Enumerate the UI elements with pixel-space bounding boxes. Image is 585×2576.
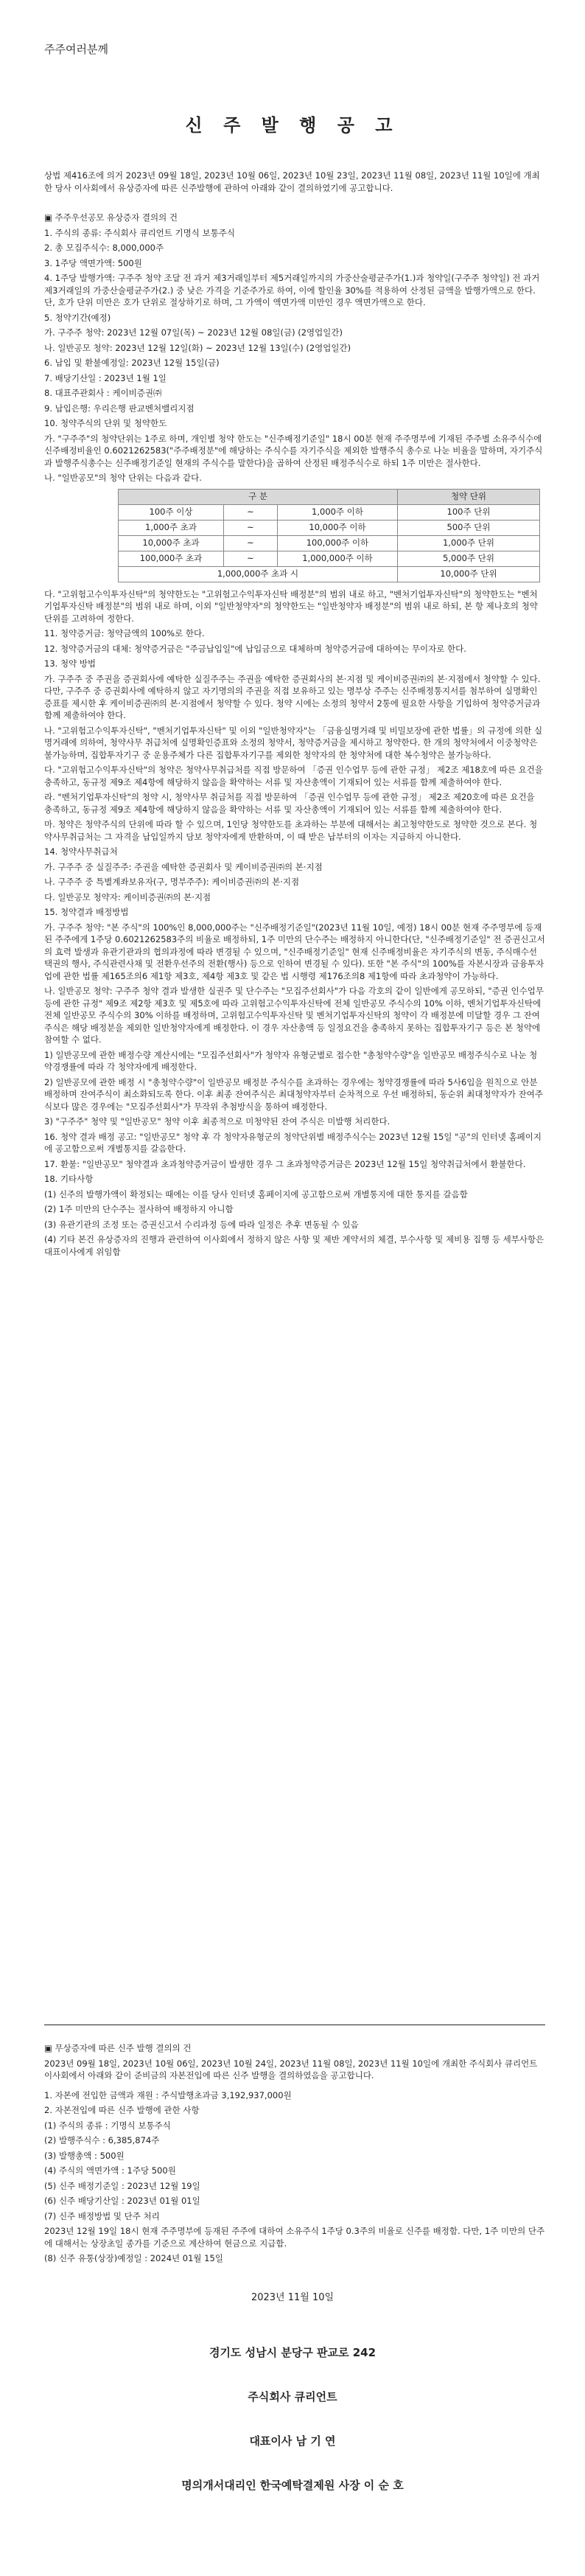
notice-line: (4) 기타 본건 유상증자의 진행과 관련하여 이사회에서 정하지 않은 사항 및 제반 계약서의 체결, 부수사항 및 제비용 집행 등 세부사항은 대표이사에게 위임함 [44,1234,547,1257]
table-cell: ~ [224,520,278,535]
table-cell: ~ [224,504,278,520]
notice-line: 1. 주식의 종류: 주식회사 큐리언트 기명식 보통주식 [44,227,235,238]
notice-line: 4. 1주당 발행가액: 구주주 청약 조달 전 과거 제3거래일부터 제5거래일까지의 가중산술평균주가(1.)과 청약일(구주주 청약일) 전 과거 제3거래일의 가중산술평균주가(2.) 중 낮은 가격을 기준주가로 하여, 이에 할인율 30%를 적용하여 산정된 금액을 발행가액으로 한다. 단, 호가 단위 미만은 호가 단위로 절상하기로 하며, 그 가액이 액면가액 미만인 경우 액면가액으로 한다. [44,273,542,307]
notice-line: (7) 신주 배정방법 및 단주 처리 [44,2210,160,2221]
notice-line: 17. 환불: "일반공모" 청약결과 초과청약증거금이 발생한 경우 그 초과청약증거금은 2023년 12월 15일 청약취급처에서 환불한다. [44,1158,526,1169]
notice-line: 15. 청약결과 배정방법 [44,907,129,917]
table-cell: 1,000주 초과 [119,520,224,535]
notice-line: 다. "고위험고수익투자신탁"의 청약한도는 "고위험고수익투자신탁 배정분"의 범위 내로 하고, "벤처기업투자신탁"의 청약한도는 "벤처기업투자신탁 배정분"의 범위 내로 하며, 이외 "일반청약자"의 청약한도는 "일반청약자 배정분"의 범위 내로 하되, 본 항 제나호의 청약단위를 고려하여 정한다. [44,588,538,624]
notice-line: 12. 청약증거금의 대체: 청약증거금은 "주금납입일"에 납입금으로 대체하며 청약증거금에 대하여는 무이자로 한다. [44,643,466,654]
notice-line: 2. 자본전입에 따른 신주 발행에 관한 사항 [44,2105,200,2115]
table-cell: 1,000,000주 초과 시 [119,566,398,582]
notice-line: 1) 일반공모에 관한 배정수량 계산시에는 "모집주선회사"가 청약자 유형군별로 접수한 "총청약수량"을 일반공모 배정주식수로 나눈 청약경쟁률에 따라 각 청약자에게 배정한다. [44,1049,538,1072]
notice-line: (5) 신주 배정기준일 : 2023년 12월 19일 [44,2180,200,2191]
notice-line: 가. 구주주 중 실질주주: 주권을 예탁한 증권회사 및 케이비증권㈜의 본·지점 [44,861,323,872]
notice-line: (3) 발행총액 : 500원 [44,2150,125,2161]
notice-line: 나. "일반공모"의 청약 단위는 다음과 같다. [44,473,202,483]
company-address: 경기도 성남시 분당구 판교로 242 [209,2346,376,2359]
table-row [119,535,540,551]
table-row [119,504,540,520]
notice-line: 다. 일반공모 청약자: 케이비증권㈜의 본·지점 [44,891,211,902]
notice-line: 나. 일반공모 청약: 구주주 청약 결과 발생한 실권주 및 단수주는 "모집주선회사"가 다음 각호의 같이 일반에게 공모하되, "증권 인수업무 등에 관한 규정" 제9조 제2항 제3호 및 제5호에 따라 고위험고수익투자신탁에 전체 일반공모 주식수의 10% 이하, 벤처기업투자신탁에 전체 일반공모 주식수의 30% 이하를 배정하며, 고위험고수익투자신탁 및 벤처기업투자신탁의 청약이 각 배정분에 미달할 경우 그 잔여주식은 해당 배정분을 제외한 일반청약자에게 배정한다. 이 경우 자산총액 등 일정요건을 충족하지 못하는 집합투자기구 등은 본 청약에 참여할 수 없다. [44,986,547,1045]
section2-body [44,2042,545,2268]
notice-body [44,170,545,1261]
company-name: 주식회사 큐리언트 [248,2390,337,2403]
table-cell: 1,000주 이하 [278,504,398,520]
table-row [119,520,540,535]
notice-line: 마. 청약은 청약주식의 단위에 따라 할 수 있으며, 1인당 청약한도를 초과하는 부분에 대해서는 최고청약한도로 청약한 것으로 본다. 청약사무취급처는 그 자격을 납입일까지 담보 청약자에게 반환하며, 이 때 받은 납부터의 이자는 지급하지 아니한다. [44,819,538,842]
notice-line: 11. 청약증거금: 청약금액의 100%로 한다. [44,628,205,638]
notice-line: 8. 대표주관회사 : 케이비증권㈜ [44,388,162,398]
notice-line: 2. 총 모집주식수: 8,000,000주 [44,243,164,253]
notice-line: 7. 배당기산일 : 2023년 1월 1일 [44,372,167,383]
notice-line: (3) 유관기관의 조정 또는 증권신고서 수리과정 등에 따라 일정은 추후 변동될 수 있음 [44,1219,359,1230]
section1-heading: ▣ 주주우선공모 유상증자 결의의 건 [44,212,178,223]
notice-line: 가. 구주주 청약: 2023년 12월 07일(목) ~ 2023년 12월 08일(금) (2영업일간) [44,327,343,338]
notice-line: 14. 청약사무취급처 [44,846,118,857]
notice-line: 9. 납입은행: 우리은행 판교벤처밸리지점 [44,403,195,414]
notice-line: 2023년 12월 19일 18시 현재 주주명부에 등재된 주주에 대하여 소유주식 1주당 0.3주의 비율로 신주를 배정함. 다만, 1주 미만의 단주에 대해서는 상장초일 종가를 기준으로 계산하여 현금으로 지급함. [44,2226,545,2249]
notice-line: (1) 주식의 종류 : 기명식 보통주식 [44,2120,171,2131]
section2-lines [44,2089,545,2265]
notice-line: (8) 신주 유통(상장)예정일 : 2024년 01월 15일 [44,2253,223,2263]
table-header-cell: 청약 단위 [398,489,540,504]
table-cell: ~ [224,551,278,566]
notice-line: 16. 청약 결과 배정 공고: "일반공모" 청약 후 각 청약자유형군의 청약단위별 배정주식수는 2023년 12월 15일 "공"의 인터넷 홈페이지에 공고함으로써 개별통지를 갈음한다. [44,1131,542,1154]
notice-line: (6) 신주 배당기산일 : 2023년 01월 01일 [44,2196,200,2206]
table-cell: 1,000주 단위 [398,535,540,551]
notice-line: 13. 청약 방법 [44,658,97,669]
notice-line: 3. 1주당 액면가액: 500원 [44,257,142,268]
notice-line: 나. 구주주 중 특별계좌보유자(구, 명부주주): 케이비증권㈜의 본·지점 [44,877,300,887]
section1-after-table [44,588,545,1259]
notice-line: 3) "구주주" 청약 및 "일반공모" 청약 이후 최종적으로 미청약된 잔여 주식은 미발행 처리한다. [44,1116,390,1127]
notice-line: 가. 구주주 중 주권을 증권회사에 예탁한 실질주주는 주권을 예탁한 증권회사의 본·지점 및 케이비증권㈜의 본·지점에서 청약할 수 있다. 다만, 구주주 중 증권회사에 예탁하지 않고 자기명의의 주권을 직접 보유하고 있는 명부상 주주는 신주배정통지서를 첨부하여 실명확인증표를 제시한 후 케이비증권㈜의 본·지점에서 청약할 수 있다. 청약 시에는 소정의 청약서 2통에 필요한 사항을 기입하여 청약증거금과 함께 제출하여야 한다. [44,673,544,720]
notice-date: 2023년 11월 10일 [251,2292,334,2303]
notice-line: 2) 일반공모에 관한 배정 시 "총청약수량"이 일반공모 배정분 주식수를 초과하는 경우에는 청약경쟁률에 따라 5사6입을 원칙으로 안분 배정하며 잔여주식이 최소화되도록 한다. 이후 최종 잔여주식은 최대청약자부터 순차적으로 우선 배정하되, 동순위 최대청약자가 잔여주식보다 많은 경우에는 "모집주선회사"가 무작위 추첨방식을 통하여 배정한다. [44,1076,543,1112]
section1-lines [44,227,545,484]
section2-intro: 2023년 09월 18일, 2023년 10월 06일, 2023년 10월 24일, 2023년 11월 08일, 2023년 11월 10일에 개최한 주식회사 큐리언트 이사회에서 아래와 같이 준비금의 자본전입에 따른 신주 발행을 결의하였음을 공고합니다. [44,2058,541,2081]
notice-line: 나. 일반공모 청약: 2023년 12월 12일(화) ~ 2023년 12월 13일(수) (2영업일간) [44,342,351,353]
table-cell: 1,000,000주 이하 [278,551,398,566]
table-header-row [119,489,540,504]
notice-line: 6. 납입 및 환불예정일: 2023년 12월 15일(금) [44,358,220,368]
table-row [119,551,540,566]
table-cell: 10,000주 단위 [398,566,540,582]
transfer-agent: 명의개서대리인 한국예탁결제원 사장 이 순 호 [181,2479,404,2492]
notice-line: (2) 발행주식수 : 6,385,874주 [44,2135,160,2145]
notice-line: 10. 청약주식의 단위 및 청약한도 [44,418,167,428]
notice-line: (4) 주식의 액면가액 : 1주당 500원 [44,2165,176,2176]
intro-paragraph: 상법 제416조에 의거 2023년 09월 18일, 2023년 10월 06일, 2023년 10월 23일, 2023년 11월 08일, 2023년 11월 10일에 개최한 당사 이사회에서 유상증자에 따른 신주발행에 관하여 아래와 같이 결의하였기에 공고합니다. [44,170,540,193]
table-cell: 500주 단위 [398,520,540,535]
notice-line: 다. "고위험고수익투자신탁"의 청약은 청약사무취급처를 직접 방문하여 「증권 인수업무 등에 관한 규정」 제2조 제18호에 따른 요건을 충족하고, 동규정 제9조 제4항에 해당하지 않음을 확약하는 서류 및 자산총액이 기재되어 있는 서류를 함께 제출하여야 한다. [44,765,546,787]
table-row [119,566,540,582]
table-cell: 100,000주 초과 [119,551,224,566]
table-cell: 10,000주 이하 [278,520,398,535]
notice-line: 라. "벤처기업투자신탁"의 청약 시, 청약사무 취급처를 직접 방문하여 「증권 인수업무 등에 관한 규정」 제2조 제20호에 따른 요건을 충족하고, 동규정 제9조 제4항에 해당하지 않음을 확약하는 서류 및 자산총액이 기재되어 있는 서류를 함께 제출하여야 한다. [44,792,538,815]
notice-line: 가. 구주주 청약: "본 주식"의 100%인 8,000,000주는 "신주배정기준일"(2023년 11월 10일, 예정) 18시 00분 현재 주주명부에 등재된 주주에게 1주당 0.6021262583주의 비율로 배정하되, 1주 미만의 단수주는 배정하지 아니한다(단, "신주배정기준일" 전 증권신고서의 효력 발생과 유관기관과의 협의과정에 따라 변경될 수 있으며, "신주배정기준일" 현재 신주배정비율은 자기주식의 변동, 주식매수선택권의 행사, 주식관련사채 및 전환우선주의 전환(행사) 등으로 인하여 변경될 수 있다). 또한 "본 주식"의 100%를 자본시장과 금융투자업에 관한 법률 제165조의6 제1항 제3호, 제4항 제3호 및 같은 법 시행령 제176조의8 제1항에 따라 초과청약이 가능하다. [44,922,545,981]
page-title: 신 주 발 행 공 고 [185,115,400,136]
notice-line: 5. 청약기간(예정) [44,312,111,323]
table-cell: 100주 단위 [398,504,540,520]
section2-heading: ▣ 무상증자에 따른 신주 발행 결의의 건 [44,2043,192,2053]
notice-line: 가. "구주주"의 청약단위는 1주로 하며, 개인별 청약 한도는 "신주배정기준일" 18시 00분 현재 주주명부에 기재된 주주별 소유주식수에 신주배정비율인 0.6021262583("주주배정분"에 해당하는 주식수를 자기주식을 제외한 발행주식 총수로 나눈 비율을 말하며, 자기주식과 발행주식총수는 신주배정기준일 현재의 주식수를 말한다)을 곱하여 산정된 배정주식수로 하되 1주 미만은 절사한다. [44,433,544,468]
table-cell: 5,000주 단위 [398,551,540,566]
table-cell: 100주 이상 [119,504,224,520]
notice-line: 나. "고위험고수익투자신탁", "벤처기업투자신탁" 및 이외 "일반청약자"는 「금융실명거래 및 비밀보장에 관한 법률」의 규정에 의한 실명거래에 의하여, 청약사무 취급처에 실명확인증표와 소정의 청약서, 청약증거금을 제시하고 청약한다. 한 개의 청약처에서 이중청약은 불가능하며, 집합투자기구 중 운용주체가 다른 집합투자기구를 제외한 청약자의 한 청약처에 대한 복수청약은 불가능하다. [44,725,543,760]
notice-line: 1. 자본에 전입한 금액과 재원 : 주식발행초과금 3,192,937,000원 [44,2089,292,2100]
subscription-unit-table [118,489,540,582]
table-cell: ~ [224,535,278,551]
ceo-name: 대표이사 남 기 연 [249,2434,336,2448]
table-cell: 10,000주 초과 [119,535,224,551]
table-cell: 100,000주 이하 [278,535,398,551]
notice-line: (2) 1주 미만의 단수주는 절사하여 배정하지 아니함 [44,1204,234,1214]
notice-line: 18. 기타사항 [44,1174,94,1184]
table-header-cell: 구 분 [119,489,398,504]
notice-line: (1) 신주의 발행가액이 확정되는 때에는 이를 당사 인터넷 홈페이지에 공고함으로써 개별통지에 대한 통지를 갈음함 [44,1188,468,1200]
addressee-label: 주주여러분께 [44,43,108,56]
